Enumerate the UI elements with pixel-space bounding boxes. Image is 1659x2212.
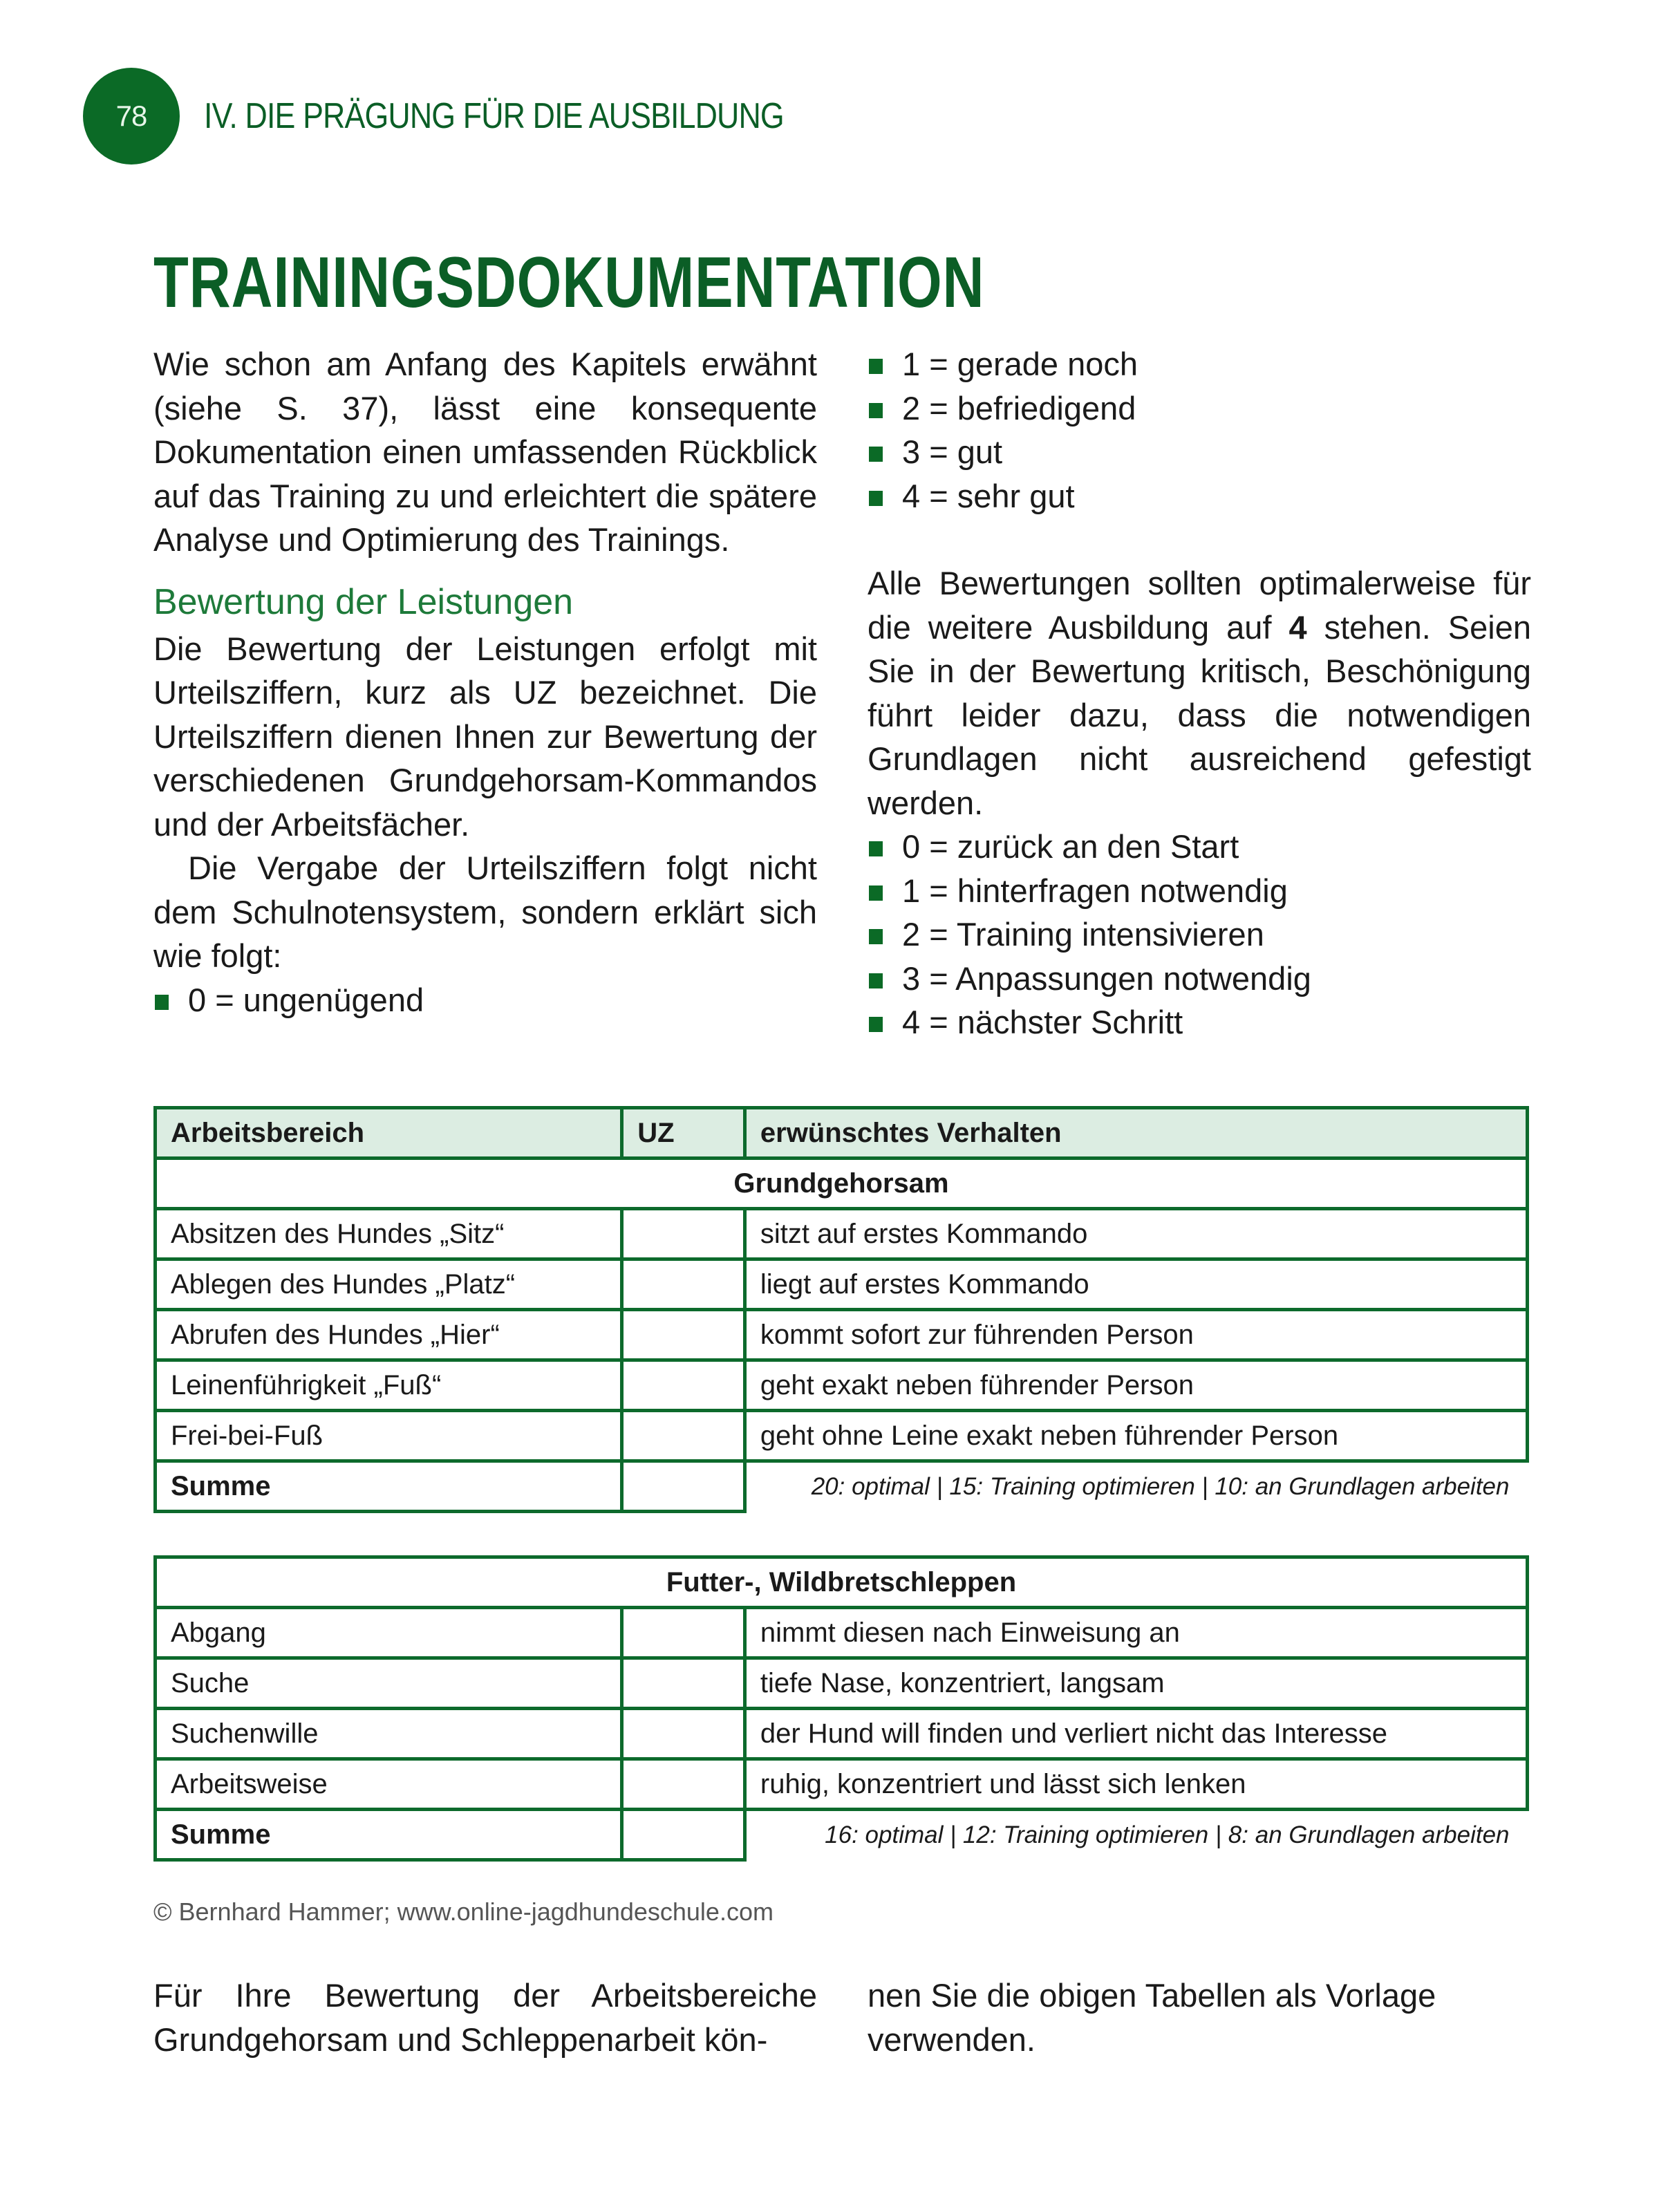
uz-cell[interactable] <box>622 1658 745 1709</box>
bullet-square-icon <box>869 359 883 374</box>
list-item: 0 = ungenügend <box>153 978 817 1022</box>
table-row <box>156 1209 1528 1259</box>
uz-cell[interactable] <box>622 1411 745 1461</box>
sum-row <box>156 1461 1528 1512</box>
area-cell: Frei-bei-Fuß <box>156 1411 622 1461</box>
behavior-cell: der Hund will finden und verliert nicht das Interesse <box>744 1709 1527 1759</box>
sum-value-cell[interactable] <box>622 1810 745 1860</box>
table-row <box>156 1259 1528 1310</box>
grade-list-start <box>153 978 817 1022</box>
behavior-cell: geht ohne Leine exakt neben führender Person <box>744 1411 1527 1461</box>
behavior-cell: geht exakt neben führender Person <box>744 1360 1527 1411</box>
area-cell: Absitzen des Hundes „Sitz“ <box>156 1209 622 1259</box>
section-title: Grundgehorsam <box>156 1159 1528 1209</box>
behavior-cell: sitzt auf erstes Kommando <box>744 1209 1527 1259</box>
left-column <box>153 342 817 1022</box>
uz-cell[interactable] <box>622 1360 745 1411</box>
list-item: 0 = zurück an den Start <box>868 825 1531 869</box>
uz-cell[interactable] <box>622 1259 745 1310</box>
bullet-square-icon <box>869 885 883 901</box>
section-subheading: Bewertung der Leistungen <box>153 581 574 622</box>
list-item: 3 = Anpassungen notwendig <box>868 957 1531 1001</box>
bullet-square-icon <box>869 1017 883 1032</box>
table-row <box>156 1608 1528 1658</box>
rating-paragraph: Die Bewertung der Leistungen erfolgt mit Urteilsziffern, kurz als UZ bezeichnet. Die Urteilsziffern dienen Ihnen zur Bewertung der verschiedenen Grundgehorsam-Kommandos und der Arbeitsfächer. <box>153 630 817 843</box>
bullet-square-icon <box>869 929 883 944</box>
section-row <box>156 1557 1528 1608</box>
uz-cell[interactable] <box>622 1209 745 1259</box>
sum-legend: 16: optimal | 12: Training optimieren | 8: an Grundlagen arbeiten <box>825 1821 1510 1849</box>
behavior-cell: nimmt diesen nach Einweisung an <box>744 1608 1527 1658</box>
page-title: TRAININGSDOKUMENTATION <box>153 243 985 323</box>
bullet-square-icon <box>155 995 169 1010</box>
section-title: Futter-, Wildbretschleppen <box>156 1557 1528 1608</box>
area-cell: Suchenwille <box>156 1709 622 1759</box>
running-head: IV. DIE PRÄGUNG FÜR DIE AUSBILDUNG <box>204 96 784 136</box>
table-row <box>156 1658 1528 1709</box>
sum-value-cell[interactable] <box>622 1461 745 1512</box>
area-cell: Arbeitsweise <box>156 1759 622 1810</box>
table-row <box>156 1759 1528 1810</box>
column-header-behavior: erwünschtes Verhalten <box>744 1108 1527 1159</box>
grade-list-continued <box>868 342 1531 518</box>
bullet-square-icon <box>869 403 883 418</box>
obedience-table <box>153 1106 1529 1513</box>
column-header-uz: UZ <box>622 1108 745 1159</box>
uz-cell[interactable] <box>622 1759 745 1810</box>
sum-row <box>156 1810 1528 1860</box>
bullet-square-icon <box>869 491 883 506</box>
right-column <box>868 342 1531 1044</box>
copyright-credit: © Bernhard Hammer; www.online-jagdhundeschule.com <box>153 1897 774 1926</box>
target-grade: 4 <box>1288 608 1307 646</box>
closing-paragraph-part1: Für Ihre Bewertung der Arbeitsbereiche Grundgehorsam und Schleppenarbeit kön- <box>153 1977 817 2058</box>
page-number: 78 <box>115 100 147 132</box>
uz-cell[interactable] <box>622 1709 745 1759</box>
area-cell: Leinenführigkeit „Fuß“ <box>156 1360 622 1411</box>
behavior-cell: kommt sofort zur führenden Person <box>744 1310 1527 1360</box>
grade-meaning-list <box>868 825 1531 1044</box>
table-row <box>156 1360 1528 1411</box>
target-rating-paragraph: Alle Bewertungen sollten optimalerweise für die weitere Ausbildung auf 4 stehen. Seien Sie in der Bewertung kritisch, Beschönigung führt leider dazu, dass die notwendigen Grundlagen nicht ausreichend gefestigt werden. <box>868 565 1531 821</box>
behavior-cell: liegt auf erstes Kommando <box>744 1259 1527 1310</box>
intro-paragraph: Wie schon am Anfang des Kapitels erwähnt (siehe S. 37), lässt eine konsequente Dokumentation einen umfassenden Rückblick auf das Training zu und erleichtert die spätere Analyse und Optimierung des Trainings. <box>153 346 817 558</box>
bullet-square-icon <box>869 973 883 988</box>
table-header-row <box>156 1108 1528 1159</box>
grading-system-paragraph: Die Vergabe der Urteilsziffern folgt nicht dem Schulnotensystem, sondern erklärt sich wie folgt: <box>153 850 817 974</box>
area-cell: Abrufen des Hundes „Hier“ <box>156 1310 622 1360</box>
column-header-area: Arbeitsbereich <box>156 1108 622 1159</box>
closing-paragraph-part2: nen Sie die obigen Tabellen als Vorlage verwenden. <box>868 1977 1436 2058</box>
bullet-square-icon <box>869 841 883 856</box>
section-row <box>156 1159 1528 1209</box>
table-row <box>156 1411 1528 1461</box>
sum-legend: 20: optimal | 15: Training optimieren | 10: an Grundlagen arbeiten <box>811 1473 1510 1501</box>
drag-track-table <box>153 1555 1529 1862</box>
area-cell: Ablegen des Hundes „Platz“ <box>156 1259 622 1310</box>
behavior-cell: tiefe Nase, konzentriert, langsam <box>744 1658 1527 1709</box>
list-item: 1 = gerade noch <box>868 342 1531 386</box>
page-number-badge <box>83 68 180 165</box>
area-cell: Suche <box>156 1658 622 1709</box>
list-item: 1 = hinterfragen notwendig <box>868 869 1531 913</box>
list-item: 4 = nächster Schritt <box>868 1000 1531 1044</box>
table-row <box>156 1709 1528 1759</box>
bullet-square-icon <box>869 447 883 462</box>
uz-cell[interactable] <box>622 1608 745 1658</box>
list-item: 4 = sehr gut <box>868 474 1531 518</box>
list-item: 3 = gut <box>868 430 1531 474</box>
behavior-cell: ruhig, konzentriert und lässt sich lenken <box>744 1759 1527 1810</box>
sum-label: Summe <box>156 1810 622 1860</box>
list-item: 2 = befriedigend <box>868 386 1531 431</box>
area-cell: Abgang <box>156 1608 622 1658</box>
closing-right <box>868 1974 1531 2061</box>
table-row <box>156 1310 1528 1360</box>
closing-left <box>153 1974 817 2061</box>
sum-label: Summe <box>156 1461 622 1512</box>
list-item: 2 = Training intensivieren <box>868 912 1531 957</box>
uz-cell[interactable] <box>622 1310 745 1360</box>
